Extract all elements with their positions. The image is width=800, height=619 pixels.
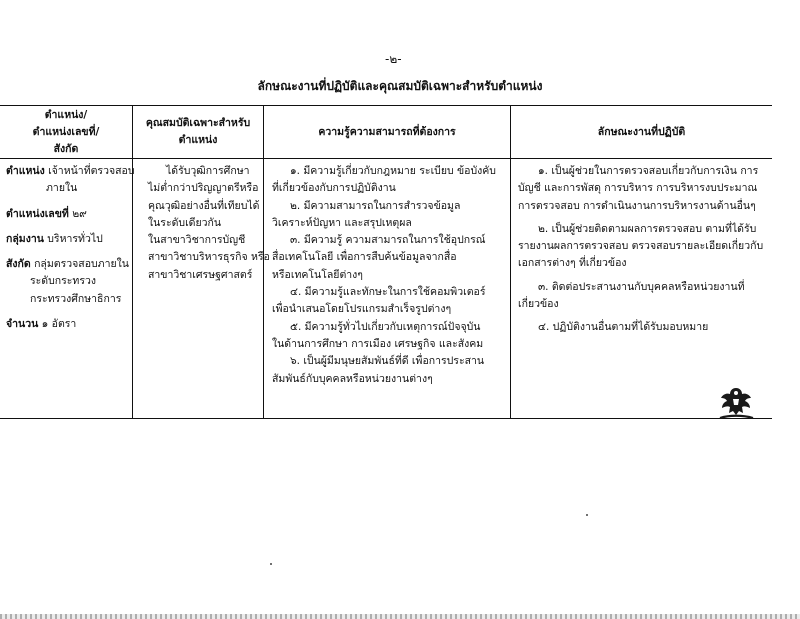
group-value: บริหารทั่วไป bbox=[47, 232, 103, 245]
knowledge-line: ๖. เป็นผู้มีมนุษยสัมพันธ์ที่ดี เพื่อการประสาน bbox=[290, 355, 485, 368]
knowledge-line: สัมพันธ์กับบุคคลหรือหน่วยงานต่างๆ bbox=[272, 372, 433, 385]
affiliation-cont: ระดับกระทรวง bbox=[30, 275, 96, 288]
qualification-line: ในระดับเดียวกัน bbox=[148, 216, 222, 229]
position-title-row bbox=[6, 163, 135, 180]
header-duties-label: ลักษณะงานที่ปฏิบัติ bbox=[597, 125, 686, 138]
affiliation-label: สังกัด bbox=[6, 258, 31, 271]
affiliation-row bbox=[6, 256, 135, 273]
duty-line: การตรวจสอบ การดำเนินงานการบริหารงานด้านอื่นๆ bbox=[518, 199, 756, 212]
scan-edge bbox=[0, 614, 800, 619]
knowledge-line: หรือเทคโนโลยีต่างๆ bbox=[272, 268, 363, 281]
knowledge-line: ๑. มีความรู้เกี่ยวกับกฎหมาย ระเบียบ ข้อบังคับ bbox=[290, 165, 496, 177]
header-position bbox=[0, 106, 132, 158]
header-qualifications-line: คุณสมบัติเฉพาะสำหรับ bbox=[145, 117, 251, 129]
qualification-line: ได้รับวุฒิการศึกษา bbox=[166, 165, 250, 177]
knowledge-line: เพื่อนำเสนอโดยโปรแกรมสำเร็จรูปต่างๆ bbox=[272, 303, 452, 316]
position-cell bbox=[6, 163, 135, 333]
duty-line: บัญชี และการพัสดุ การบริหาร การบริหารงบประมาณ bbox=[518, 182, 758, 195]
knowledge-line: ในด้านการศึกษา การเมือง เศรษฐกิจ และสังคม bbox=[272, 337, 484, 350]
knowledge-line: ที่เกี่ยวข้องกับการปฏิบัติงาน bbox=[272, 182, 396, 195]
knowledge-line: สื่อเทคโนโลยี เพื่อการสืบค้นข้อมูลจากสื่อ bbox=[272, 251, 457, 264]
page-title: ลักษณะงานที่ปฏิบัติและคุณสมบัติเฉพาะสำหรับตำแหน่ง bbox=[257, 79, 543, 93]
duty-line: เอกสารต่างๆ ที่เกี่ยวข้อง bbox=[518, 257, 627, 270]
garuda-seal-icon bbox=[717, 385, 755, 421]
header-duties bbox=[511, 106, 772, 158]
header-divider bbox=[0, 158, 772, 159]
page-number: -๒- bbox=[385, 52, 402, 66]
group-row bbox=[6, 231, 135, 248]
affiliation-cont: กระทรวงศึกษาธิการ bbox=[30, 292, 122, 305]
position-table bbox=[0, 105, 772, 419]
count-value: ๑ bbox=[41, 318, 49, 331]
position-title-label: ตำแหน่ง bbox=[6, 165, 45, 177]
qualification-line: ไม่ต่ำกว่าปริญญาตรีหรือ bbox=[148, 182, 259, 195]
group-label: กลุ่มงาน bbox=[6, 232, 44, 245]
position-title-value: เจ้าหน้าที่ตรวจสอบ bbox=[48, 165, 135, 177]
count-label: จำนวน bbox=[6, 318, 39, 331]
duty-line: รายงานผลการตรวจสอบ ตรวจสอบรายละเอียดเกี่ยวกับ bbox=[518, 240, 764, 253]
scan-speck bbox=[586, 514, 588, 516]
header-qualifications-line: ตำแหน่ง bbox=[178, 134, 218, 146]
duty-line: ๑. เป็นผู้ช่วยในการตรวจสอบเกี่ยวกับการเงิน การ bbox=[538, 165, 759, 177]
header-knowledge bbox=[264, 106, 510, 158]
position-title-value-cont: ภายใน bbox=[46, 182, 78, 195]
duty-line: ๔. ปฏิบัติงานอื่นตามที่ได้รับมอบหมาย bbox=[538, 321, 709, 334]
scan-speck bbox=[270, 563, 272, 565]
header-qualifications bbox=[133, 106, 263, 158]
header-position-line: ตำแหน่ง/ bbox=[44, 108, 88, 121]
header-position-line: ตำแหน่งเลขที่/ bbox=[32, 125, 100, 138]
knowledge-line: ๒. มีความสามารถในการสำรวจข้อมูล bbox=[290, 199, 461, 212]
knowledge-line: วิเคราะห์ปัญหา และสรุปเหตุผล bbox=[272, 216, 412, 229]
position-number-label: ตำแหน่งเลขที่ bbox=[6, 207, 69, 220]
knowledge-cell bbox=[272, 163, 496, 388]
knowledge-line: ๔. มีความรู้และทักษะในการใช้คอมพิวเตอร์ bbox=[290, 286, 486, 299]
knowledge-line: ๓. มีความรู้ ความสามารถในการใช้อุปกรณ์ bbox=[290, 234, 486, 247]
count-row bbox=[6, 316, 135, 333]
header-knowledge-label: ความรู้ความสามารถที่ต้องการ bbox=[318, 125, 456, 138]
position-number-value: ๒๙ bbox=[72, 207, 87, 220]
qualification-line: ในสาขาวิชาการบัญชี bbox=[148, 234, 246, 247]
header-position-line: สังกัด bbox=[53, 142, 79, 155]
qualification-line: คุณวุฒิอย่างอื่นที่เทียบได้ bbox=[148, 199, 260, 212]
position-number-row bbox=[6, 206, 135, 223]
duty-line: เกี่ยวข้อง bbox=[518, 298, 559, 311]
qualification-line: สาขาวิชาเศรษฐศาสตร์ bbox=[148, 268, 253, 281]
duties-cell bbox=[518, 163, 763, 337]
knowledge-line: ๕. มีความรู้ทั่วไปเกี่ยวกับเหตุการณ์ปัจจุบัน bbox=[290, 320, 481, 333]
affiliation-value: กลุ่มตรวจสอบภายใน bbox=[34, 258, 129, 271]
count-unit: อัตรา bbox=[51, 318, 77, 331]
qualification-line: สาขาวิชาบริหารธุรกิจ หรือ bbox=[148, 251, 270, 264]
duty-line: ๒. เป็นผู้ช่วยติดตามผลการตรวจสอบ ตามที่ได้รับ bbox=[538, 222, 757, 235]
duty-line: ๓. ติดต่อประสานงานกับบุคคลหรือหน่วยงานที่ bbox=[538, 280, 745, 293]
qualifications-cell bbox=[148, 163, 270, 284]
